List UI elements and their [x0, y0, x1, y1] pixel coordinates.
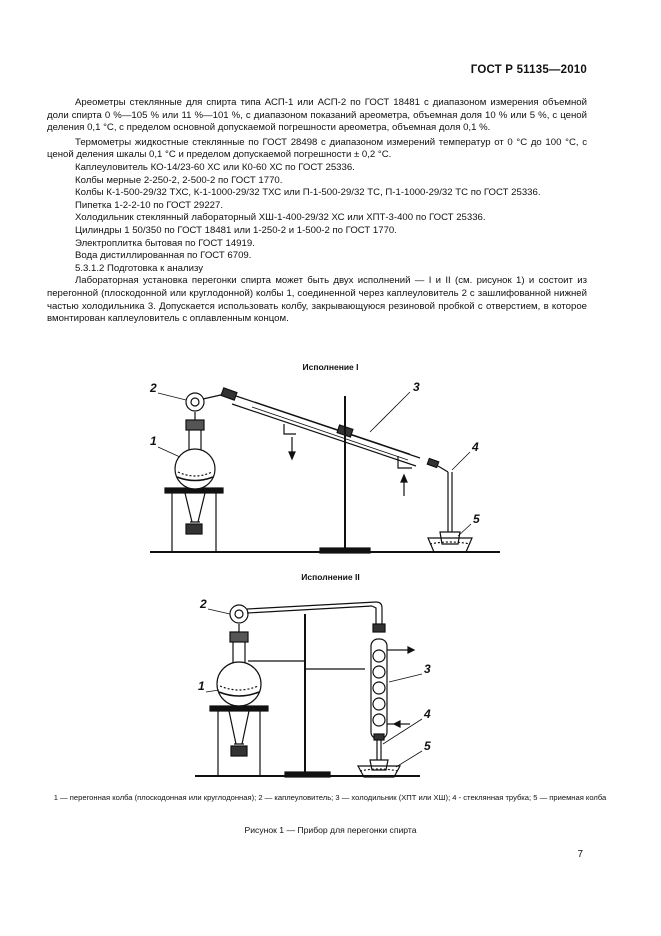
label-5-variant-2: 5 [424, 739, 431, 753]
label-4-variant-1: 4 [472, 440, 479, 454]
label-1-variant-2: 1 [198, 679, 205, 693]
label-1-variant-1: 1 [150, 434, 157, 448]
label-3-variant-1: 3 [413, 380, 420, 394]
label-2-variant-1: 2 [150, 381, 157, 395]
paragraph-cylinders: Цилиндры 1 50/350 по ГОСТ 18481 или 1-250-2 и 1-500-2 по ГОСТ 1770. [75, 224, 397, 236]
label-5-variant-1: 5 [473, 512, 480, 526]
page-number: 7 [577, 849, 583, 860]
variant-2-title: Исполнение II [301, 572, 360, 582]
paragraph-areometers: Ареометры стеклянные для спирта типа АСП-1 или АСП-2 по ГОСТ 18481 с диапазоном измерения объемной доли спирта 0 %—105 % или 11 %—101 %, с диапазоном показаний ареометра, объемная доля 10 % или 5 %, с ценой деления 0,1 °С, с пределом основной допускаемой погрешности ареометра, объемная доля 0,1 %. [47, 97, 587, 134]
paragraph-condenser: Холодильник стеклянный лабораторный ХШ-1-400-29/32 ХС или ХПТ-3-400 по ГОСТ 25336. [75, 212, 486, 224]
label-3-variant-2: 3 [424, 662, 431, 676]
paragraph-volumetric-flasks: Колбы мерные 2-250-2, 2-500-2 по ГОСТ 1770. [75, 174, 283, 186]
standard-header: ГОСТ Р 51135—2010 [470, 64, 587, 76]
figure-caption: Рисунок 1 — Прибор для перегонки спирта [244, 825, 417, 835]
section-heading: 5.3.1.2 Подготовка к анализу [75, 262, 204, 274]
body-text [47, 97, 587, 326]
paragraph-hotplate: Электроплитка бытовая по ГОСТ 14919. [75, 237, 255, 249]
figure-variant-1 [0, 372, 661, 562]
paragraph-pipette: Пипетка 1-2-2-10 по ГОСТ 29227. [75, 199, 223, 211]
paragraph-thermometers: Термометры жидкостные стеклянные по ГОСТ 28498 с диапазоном измерений температур от 0 °С до 100 °С, с ценой деления шкалы 0,1 °С и пределом допускаемой погрешности ± 0,2 °С. [47, 136, 587, 161]
paragraph-setup: Лабораторная установка перегонки спирта может быть двух исполнений — I и II (см. рисунок 1) и состоит из перегонной (плоскодонной или круглодонной) колбы 1, соединенной через каплеуловитель 2 с зашлифованной нижней частью холодильника 3. Допускается использовать колбу, закрывающуюся резиновой пробкой с отверстием, в которое вмонтирован каплеуловитель с оплавленным концом. [47, 275, 587, 325]
variant-1-title: Исполнение I [302, 362, 359, 372]
paragraph-drop-catcher: Каплеуловитель КО-14/23-60 ХС или К0-60 ХС по ГОСТ 25336. [75, 161, 355, 173]
figure-legend: 1 — перегонная колба (плоскодонная или круглодонная); 2 — каплеуловитель; 3 — холодильник (ХПТ или ХШ); 4 - стеклянная трубка; 5 — приемная колба [53, 793, 607, 802]
paragraph-water: Вода дистиллированная по ГОСТ 6709. [75, 250, 252, 262]
figure-variant-2 [0, 584, 661, 784]
label-2-variant-2: 2 [200, 597, 207, 611]
paragraph-flasks: Колбы К-1-500-29/32 ТХС, К-1-1000-29/32 ТХС или П-1-500-29/32 ТС, П-1-1000-29/32 ТС по ГОСТ 25336. [75, 187, 541, 199]
label-4-variant-2: 4 [424, 707, 431, 721]
